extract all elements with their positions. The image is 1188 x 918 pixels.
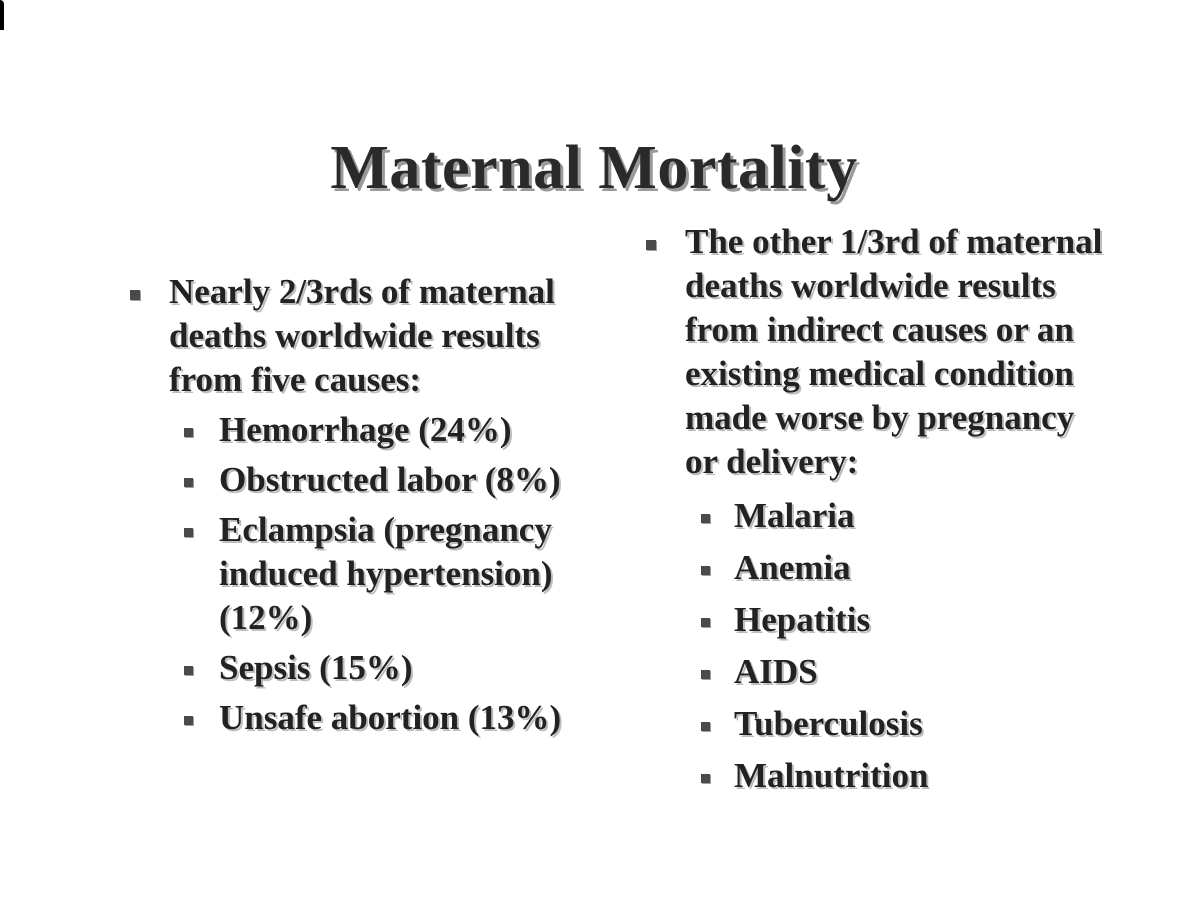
list-item-text: Malnutrition [734, 756, 929, 795]
right-condition-list [642, 494, 1112, 798]
right-intro-text: The other 1/3rd of maternal deaths worldwide results from indirect causes or an existing medical condition made worse by pregnancy or delivery: [685, 222, 1103, 481]
list-item [642, 598, 1112, 642]
square-bullet-icon [130, 290, 140, 300]
list-item [642, 546, 1112, 590]
list-item [642, 754, 1112, 798]
list-item [642, 702, 1112, 746]
right-intro-bullet [642, 220, 1112, 798]
left-column [126, 270, 596, 746]
scan-corner-mark [0, 0, 4, 30]
list-item-text: Obstructed labor (8%) [219, 460, 561, 499]
list-item [126, 458, 596, 502]
square-bullet-icon [701, 670, 710, 679]
square-bullet-icon [701, 566, 710, 575]
square-bullet-icon [184, 528, 193, 537]
right-column [642, 220, 1112, 806]
square-bullet-icon [701, 514, 710, 523]
list-item [126, 508, 596, 640]
list-item-text: Hemorrhage (24%) [219, 410, 512, 449]
left-cause-list [126, 408, 596, 740]
square-bullet-icon [184, 716, 193, 725]
list-item [126, 408, 596, 452]
list-item [642, 494, 1112, 538]
list-item-text: Unsafe abortion (13%) [219, 698, 562, 737]
square-bullet-icon [184, 478, 193, 487]
list-item-text: Anemia [734, 548, 851, 587]
list-item-text: Hepatitis [734, 600, 871, 639]
square-bullet-icon [184, 428, 193, 437]
square-bullet-icon [184, 666, 193, 675]
list-item [126, 646, 596, 690]
list-item-text: Tuberculosis [734, 704, 923, 743]
list-item-text: Eclampsia (pregnancy induced hypertension) (12%) [219, 510, 553, 637]
square-bullet-icon [701, 774, 710, 783]
slide-title: Maternal Mortality [330, 134, 858, 202]
left-intro-bullet [126, 270, 596, 740]
square-bullet-icon [646, 240, 656, 250]
list-item-text: Sepsis (15%) [219, 648, 413, 687]
square-bullet-icon [701, 618, 710, 627]
list-item-text: AIDS [734, 652, 818, 691]
list-item [126, 696, 596, 740]
list-item [642, 650, 1112, 694]
square-bullet-icon [701, 722, 710, 731]
left-intro-text: Nearly 2/3rds of maternal deaths worldwide results from five causes: [169, 272, 555, 399]
list-item-text: Malaria [734, 496, 855, 535]
